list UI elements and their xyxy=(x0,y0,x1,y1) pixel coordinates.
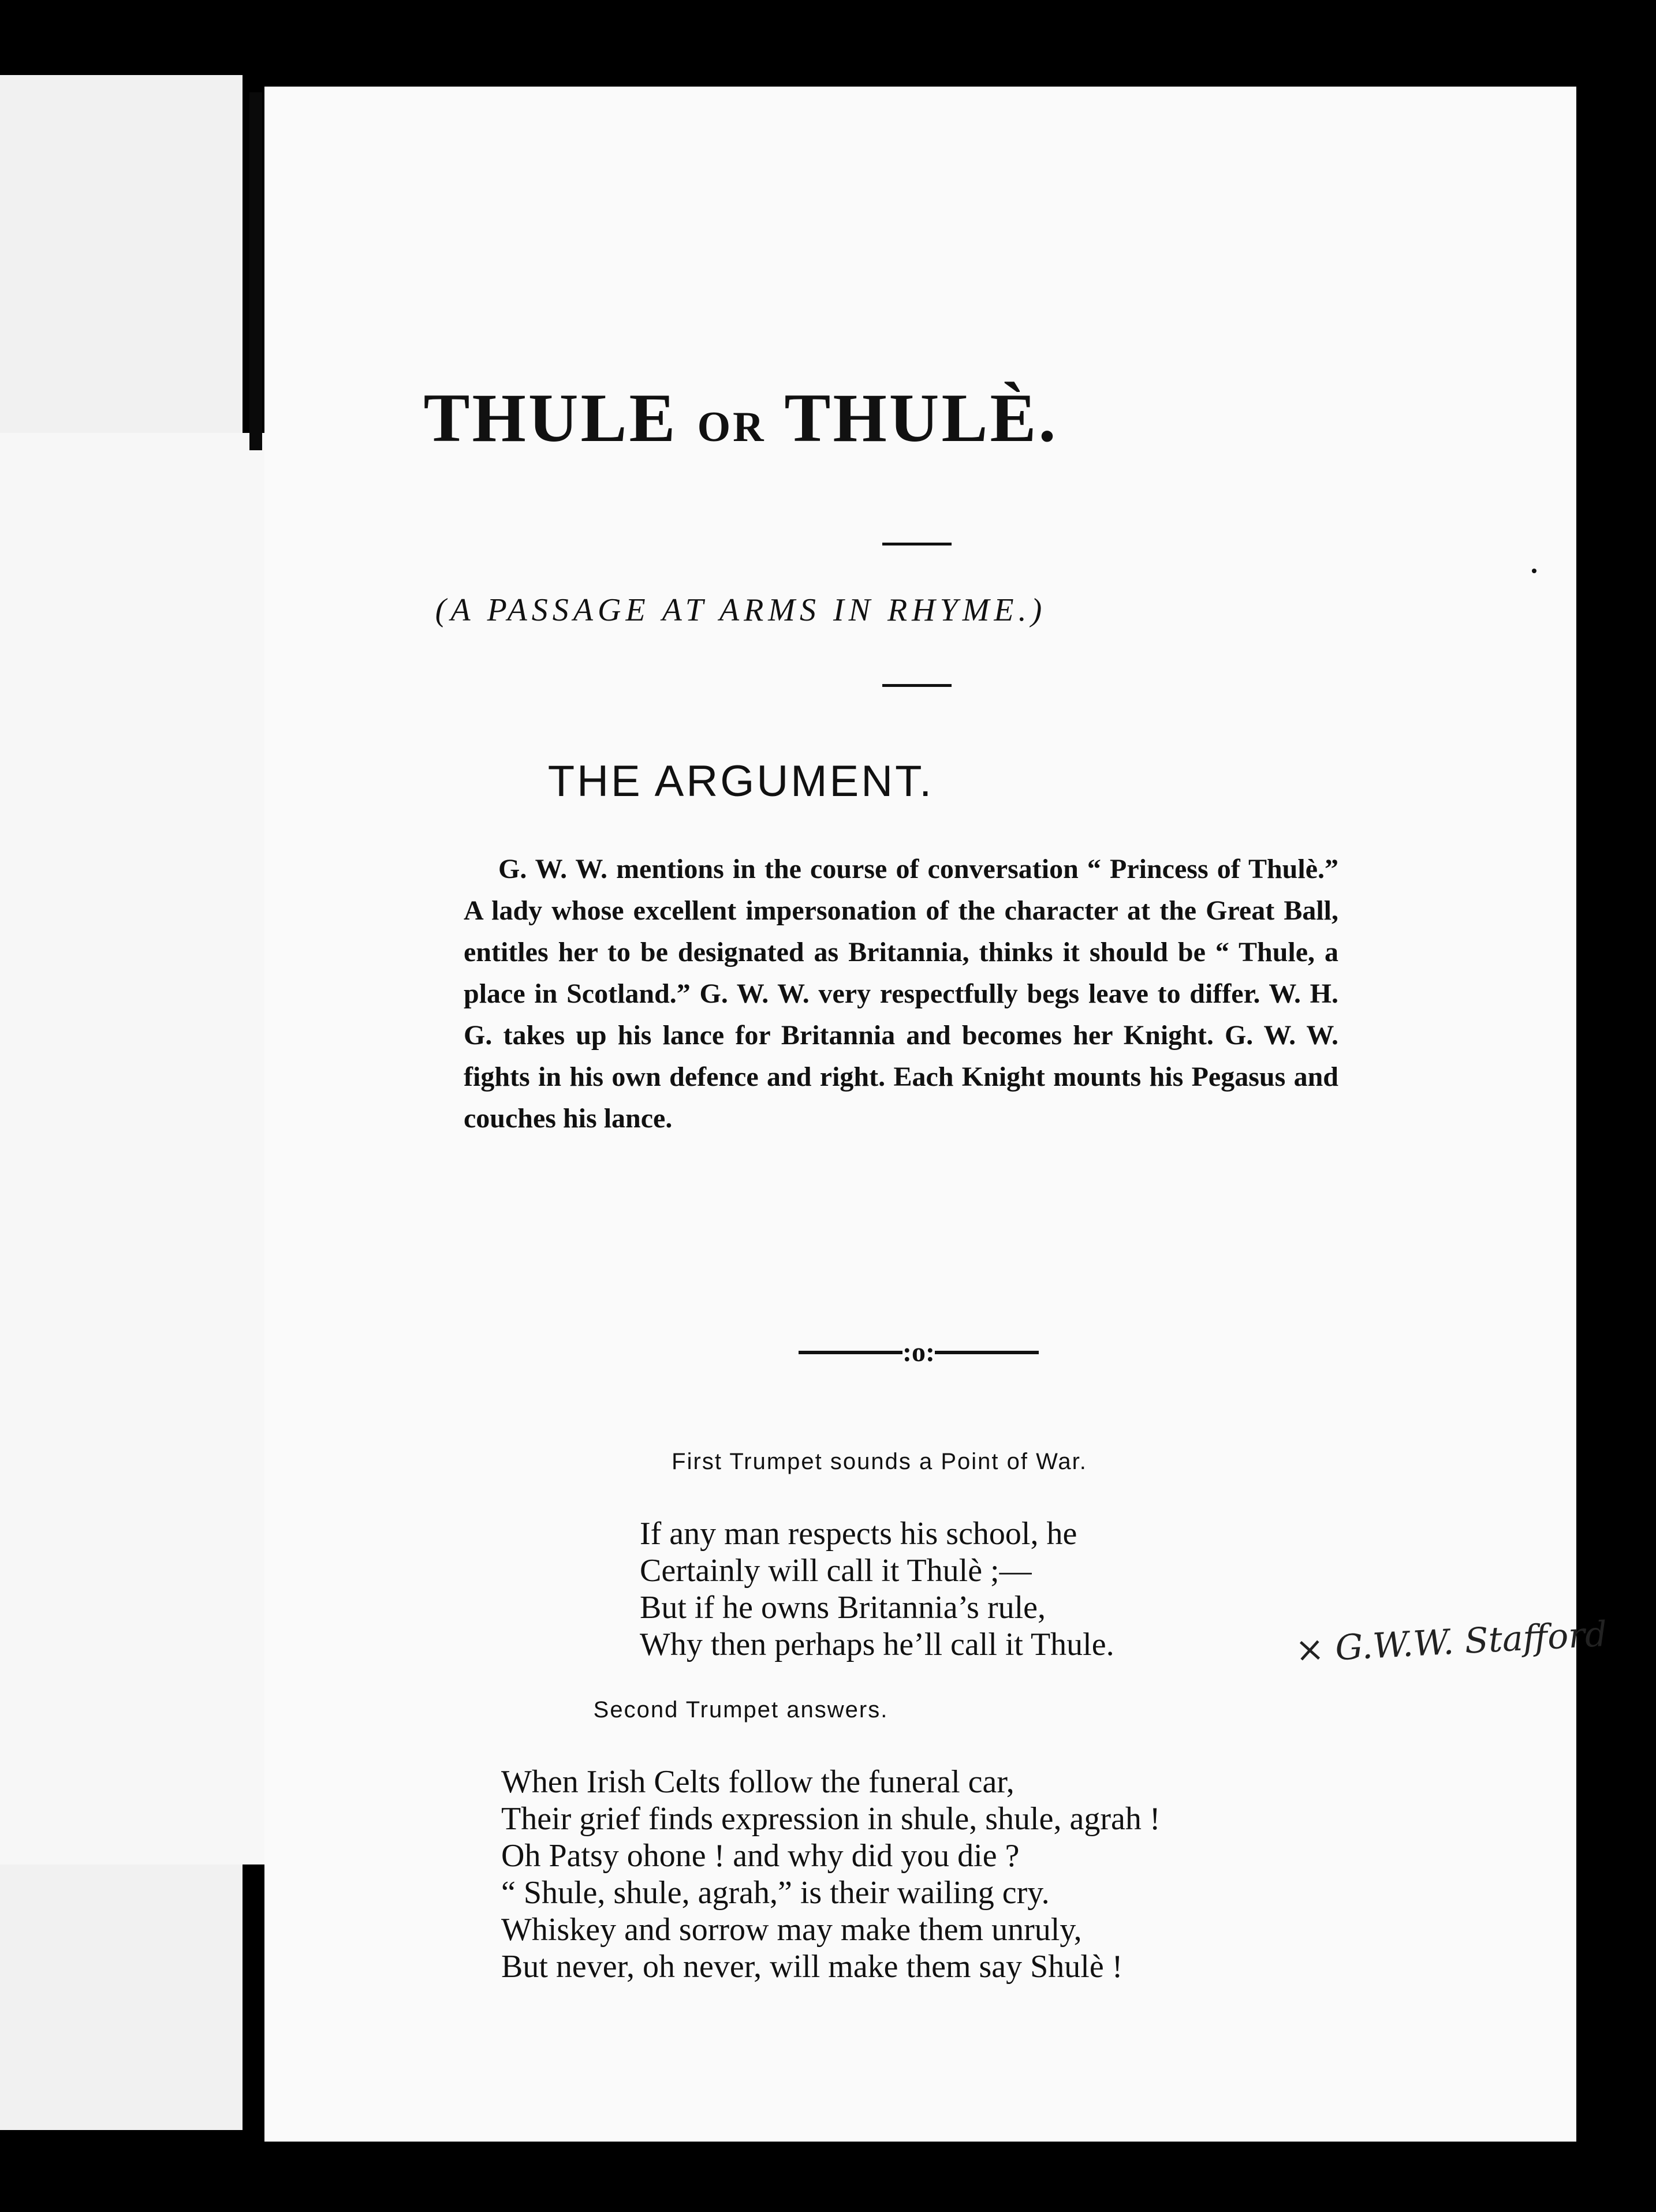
first-trumpet-verse xyxy=(640,1515,1114,1663)
verse-line: “ Shule, shule, agrah,” is their wailing cry. xyxy=(501,1875,1050,1911)
page-title xyxy=(264,378,1217,458)
section-divider xyxy=(799,1336,1039,1368)
divider-line-left xyxy=(799,1351,902,1354)
verse-line: But never, oh never, will make them say Shulè ! xyxy=(501,1949,1123,1985)
second-trumpet-verse xyxy=(501,1763,1160,1985)
subtitle: (A PASSAGE AT ARMS IN RHYME.) xyxy=(435,592,1047,628)
adjacent-page xyxy=(0,75,243,2130)
rule-lower xyxy=(882,684,952,687)
binding-bar-upper xyxy=(249,92,262,450)
verse-line: When Irish Celts follow the funeral car, xyxy=(501,1764,1015,1800)
verse-line: If any man respects his school, he xyxy=(640,1516,1077,1552)
verse-line: But if he owns Britannia’s rule, xyxy=(640,1590,1046,1626)
argument-heading: THE ARGUMENT. xyxy=(547,757,934,806)
divider-mark: :o: xyxy=(902,1337,935,1367)
verse-line: Certainly will call it Thulè ;— xyxy=(640,1553,1032,1589)
first-trumpet-caption: First Trumpet sounds a Point of War. xyxy=(672,1449,1087,1474)
rule-upper xyxy=(882,543,952,545)
title-part-1: THULE xyxy=(423,379,698,456)
adjacent-page-flap xyxy=(0,433,271,1864)
divider-line-right xyxy=(935,1351,1039,1354)
verse-line: Whiskey and sorrow may make them unruly, xyxy=(501,1912,1082,1948)
handwritten-annotation: × G.W.W. Stafford xyxy=(1294,1613,1608,1671)
verse-line: Why then perhaps he’ll call it Thule. xyxy=(640,1627,1114,1662)
scan-speck xyxy=(1532,569,1536,573)
title-part-2: THULÈ. xyxy=(766,379,1058,456)
title-or: OR xyxy=(697,403,766,451)
argument-paragraph xyxy=(464,849,1338,1139)
verse-line: Oh Patsy ohone ! and why did you die ? xyxy=(501,1838,1020,1874)
verse-line: Their grief finds expression in shule, shule, agrah ! xyxy=(501,1801,1161,1837)
argument-text: G. W. W. mentions in the course of conversation “ Princess of Thulè.” A lady whose excellent impersonation of the character at the Great Ball, entitles her to be designated as Britannia, thinks it should be “ Thule, a place in Scotland.” G. W. W. very respectfully begs leave to differ. W. H. G. takes up his lance for Britannia and becomes her Knight. G. W. W. fights in his own defence and right. Each Knight mounts his Pegasus and couches his lance. xyxy=(464,854,1338,1134)
document-page xyxy=(264,87,1608,2142)
second-trumpet-caption: Second Trumpet answers. xyxy=(593,1697,889,1722)
